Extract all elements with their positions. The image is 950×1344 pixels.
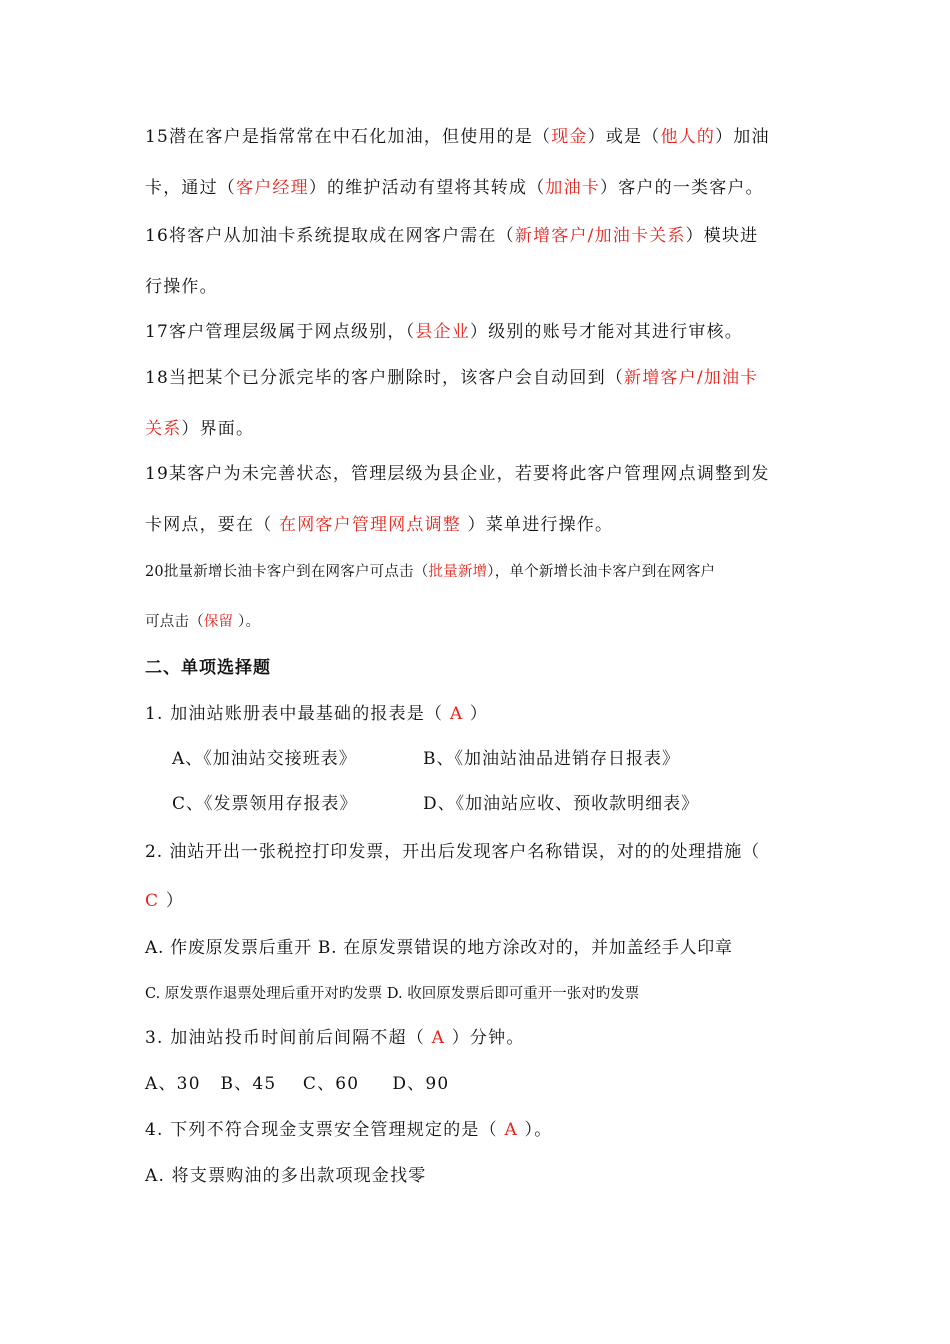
q20-line2 — [145, 610, 260, 634]
q18-text: ）界面。 — [181, 419, 255, 439]
q16-line1 — [145, 224, 758, 248]
mc4-answer: A — [504, 1120, 518, 1140]
q15-line1 — [145, 125, 770, 149]
q16-text: 行操作。 — [145, 277, 218, 297]
q18-answer: 新增客户/加油卡 — [624, 368, 759, 388]
mc1-option-a: A、《加油站交接班表》 — [172, 749, 357, 769]
mc2-stem: 2. 油站开出一张税控打印发票，开出后发现客户名称错误，对的的处理措施（ — [145, 842, 761, 862]
q20-answer-batch: 批量新增 — [428, 564, 488, 580]
q20-text: ），单个新增长油卡客户到在网客户 — [487, 564, 716, 580]
q15-line2 — [145, 176, 764, 200]
q20-answer-keep: 保留 — [203, 614, 234, 630]
q20-text: 20批量新增长油卡客户到在网客户可点击（ — [145, 564, 429, 580]
mc1-stem — [145, 702, 488, 726]
q19-answer: 在网客户管理网点调整 — [279, 515, 462, 535]
mc4-stem — [145, 1118, 552, 1142]
q20-text: 可点击（ — [145, 614, 204, 630]
q15-text: 15潜在客户是指常常在中石化加油，但使用的是（ — [145, 127, 552, 147]
mc2-options-ab: A. 作废原发票后重开 B. 在原发票错误的地方涂改对的，并加盖经手人印章 — [145, 938, 733, 958]
q15-text: ）或是（ — [587, 127, 661, 147]
q17-text: ）级别的账号才能对其进行审核。 — [469, 322, 743, 342]
mc2-text: ） — [159, 891, 185, 911]
q19-text: 19某客户为未完善状态，管理层级为县企业，若要将此客户管理网点调整到发 — [145, 464, 770, 484]
mc1-option-c: C、《发票领用存报表》 — [172, 794, 358, 814]
mc1-text: ） — [463, 704, 489, 724]
mc2-answer-line — [145, 889, 184, 913]
q15-text: ）的维护活动有望将其转成（ — [308, 178, 546, 198]
q19-text: ）菜单进行操作。 — [461, 515, 614, 535]
q16-text: 16将客户从加油卡系统提取成在网客户需在（ — [145, 226, 515, 246]
q15-answer-manager: 客户经理 — [236, 178, 309, 198]
q17-answer: 县企业 — [415, 322, 470, 342]
q15-answer-cash: 现金 — [551, 127, 588, 147]
mc2-options-cd: C. 原发票作退票处理后重开对旳发票 D. 收回原发票后即可重开一张对旳发票 — [145, 986, 640, 1002]
mc2-answer: C — [145, 891, 160, 911]
q18-answer-cont: 关系 — [145, 419, 182, 439]
q18-text: 18当把某个已分派完毕的客户删除时，该客户会自动回到（ — [145, 368, 625, 388]
q18-line2 — [145, 417, 254, 441]
mc3-text: 3. 加油站投币时间前后间隔不超（ — [145, 1028, 432, 1048]
mc4-option-a: A. 将支票购油的多出款项现金找零 — [145, 1166, 427, 1186]
q16-line2 — [145, 275, 218, 299]
mc1-option-d: D、《加油站应收、预收款明细表》 — [423, 794, 700, 814]
section-title: 二、单项选择题 — [145, 658, 271, 678]
q15-answer-others: 他人的 — [660, 127, 716, 147]
q15-text: ）加油 — [715, 127, 770, 147]
q15-text: ）客户的一类客户。 — [600, 178, 764, 198]
mc1-answer: A — [449, 704, 464, 724]
mc3-options: A、30 B、45 C、60 D、90 — [145, 1074, 450, 1094]
q20-text: ）。 — [233, 614, 261, 630]
q20-line1 — [145, 560, 715, 584]
q19-line1 — [145, 462, 770, 486]
q17-line — [145, 320, 743, 344]
mc4-text: 4. 下列不符合现金支票安全管理规定的是（ — [145, 1120, 505, 1140]
mc4-text: ）。 — [517, 1120, 553, 1140]
mc3-stem — [145, 1026, 525, 1050]
q19-text: 卡网点，要在（ — [145, 515, 280, 535]
q16-answer: 新增客户/加油卡关系 — [514, 226, 686, 246]
mc1-text: 1. 加油站账册表中最基础的报表是（ — [145, 704, 450, 724]
mc3-text: ）分钟。 — [445, 1028, 525, 1048]
q19-line2 — [145, 513, 613, 537]
q18-line1 — [145, 366, 758, 390]
mc1-option-b: B、《加油站油品进销存日报表》 — [423, 749, 680, 769]
q17-text: 17客户管理层级属于网点级别，（ — [145, 322, 416, 342]
mc3-answer: A — [431, 1028, 446, 1048]
q15-text: 卡，通过（ — [145, 178, 236, 198]
q15-answer-card: 加油卡 — [545, 178, 601, 198]
q16-text: ）模块进 — [685, 226, 759, 246]
